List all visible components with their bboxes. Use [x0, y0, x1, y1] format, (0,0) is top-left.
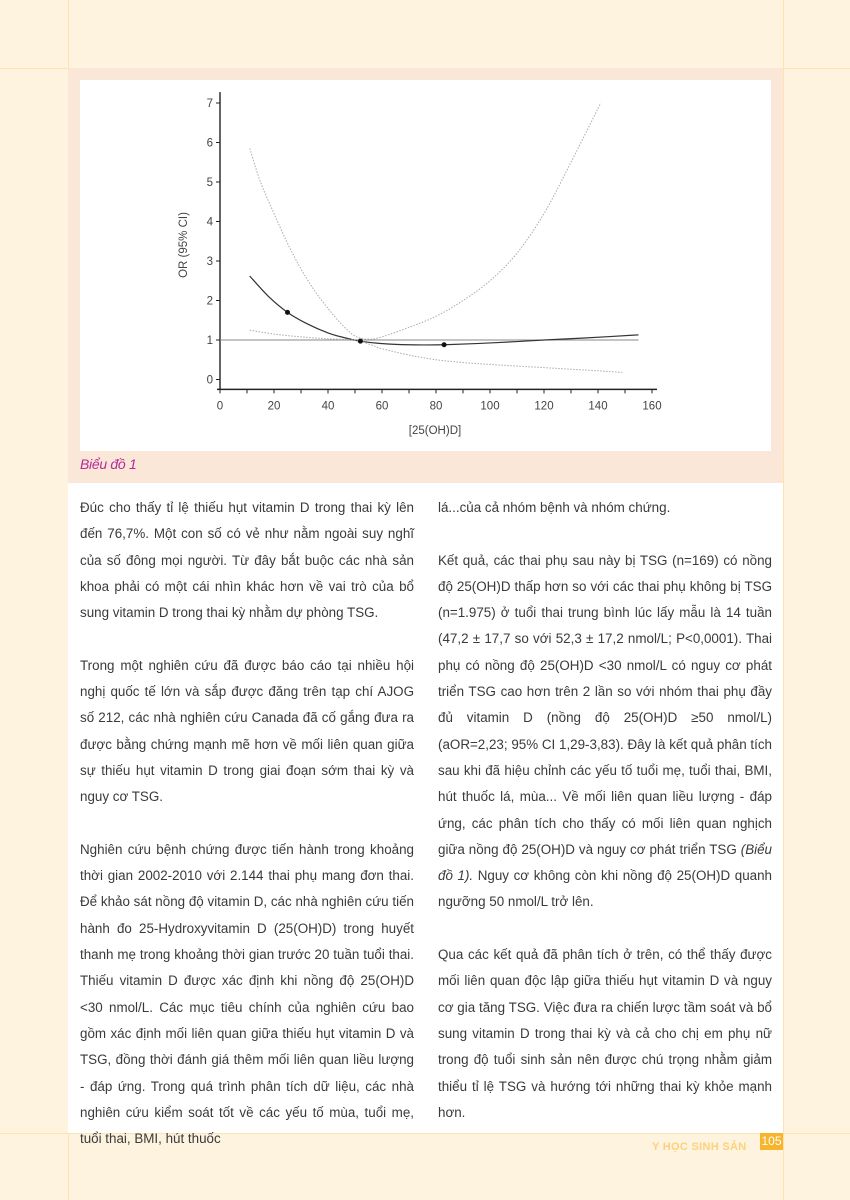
ci-lower-curve [250, 330, 623, 372]
x-tick-label: 40 [321, 400, 335, 413]
paragraph: Trong một nghiên cứu đã được báo cáo tại nhiều hội nghị quốc tế lớn và sắp được đăng trên tạp chí AJOG số 212, các nhà nghiên cứu Canada đã cố gắng đưa ra được bằng chứng mạnh mẽ hơn về mối liên quan giữa sự thiếu hụt vitamin D trong giai đoạn sớm thai kỳ và nguy cơ TSG. [80, 657, 414, 805]
x-tick-label: 0 [216, 400, 224, 413]
or-curve [250, 276, 639, 345]
y-tick-label: 4 [206, 216, 213, 229]
plot-area [80, 80, 771, 451]
x-tick-label: 100 [480, 400, 500, 413]
left-column [80, 495, 414, 1179]
figure-caption: Biểu đồ 1 [80, 456, 137, 472]
paragraph: lá...của cả nhóm bệnh và nhóm chứng. [438, 500, 671, 515]
journal-name: Y HỌC SINH SẢN [652, 1141, 747, 1153]
paragraph-text: Nguy cơ không còn khi nồng độ 25(OH)D quanh ngưỡng 50 nmol/L trở lên. [438, 868, 772, 910]
y-tick-label: 1 [206, 335, 213, 347]
x-tick-label: 20 [267, 400, 281, 413]
paragraph-text: Kết quả, các thai phụ sau này bị TSG (n=169) có nồng độ 25(OH)D thấp hơn so với các thai phụ không bị TSG (n=1.975) ở tuổi thai trung bình lúc lấy mẫu là 14 tuần (47,2 ± 17,7 so với 52,3 ± 17,2 nmol/L; P<0,0001). Thai phụ có nồng độ 25(OH)D <30 nmol/L có nguy cơ phát triển TSG cao hơn trên 2 lần so với nhóm thai phụ đầy đủ vitamin D (nồng độ 25(OH)D ≥50 nmol/L) (aOR=2,23; 95% CI 1,29-3,83). Đây là kết quả phân tích sau khi đã hiệu chỉnh các yếu tố tuổi mẹ, tuổi thai, BMI, hút thuốc lá, mùa... Về mối liên quan liều lượng - đáp ứng, các phân tích cho thấy có mối liên quan nghịch giữa nồng độ 25(OH)D và nguy cơ phát triển TSG [438, 552, 772, 857]
y-tick-label: 7 [206, 98, 213, 110]
y-tick-label: 0 [206, 374, 213, 387]
margin-guide-right [783, 0, 784, 1200]
y-tick-label: 2 [206, 295, 213, 308]
data-point [285, 310, 290, 315]
y-tick-label: 6 [206, 137, 213, 150]
x-tick-label: 60 [375, 400, 389, 413]
x-axis-label: [25(OH)D] [408, 425, 462, 437]
x-tick-label: 120 [534, 400, 554, 413]
paragraph: Qua các kết quả đã phân tích ở trên, có thể thấy được mối liên quan độc lập giữa thiếu hụt vitamin D và nguy cơ gia tăng TSG. Việc đưa ra chiến lược tầm soát và bổ sung vitamin D trong thai kỳ và cả cho chị em phụ nữ trong độ tuổi sinh sản nên được chú trọng nhằm giảm thiểu tỉ lệ TSG và hướng tới những thai kỳ khỏe mạnh hơn. [438, 947, 772, 1120]
paragraph: Đúc cho thấy tỉ lệ thiếu hụt vitamin D trong thai kỳ lên đến 76,7%. Một con số có vẻ như nằm ngoài suy nghĩ của số đông mọi người. Từ đây bắt buộc các nhà sản khoa phải có một cái nhìn khác hơn về vai trò của bổ sung vitamin D trong thai kỳ nhằm dự phòng TSG. [80, 500, 414, 621]
x-tick-label: 80 [429, 400, 443, 413]
paragraph: Nghiên cứu bệnh chứng được tiến hành trong khoảng thời gian 2002-2010 với 2.144 thai phụ mang đơn thai. Để khảo sát nồng độ vitamin D, các nhà nghiên cứu tiến hành đo 25-Hydroxyvitamin D (25(OH)D) trong huyết thanh mẹ trong khoảng thời gian trước 20 tuần tuổi thai. Thiếu vitamin D được xác định khi nồng độ 25(OH)D <30 nmol/L. Các mục tiêu chính của nghiên cứu bao gồm xác định mối liên quan giữa thiếu hụt vitamin D và TSG, đồng thời đánh giá thêm mối liên quan liều lượng - đáp ứng. Trong quá trình phân tích dữ liệu, các nhà nghiên cứu kiểm soát tốt về các yếu tố mùa, tuổi mẹ, tuổi thai, BMI, hút thuốc [80, 841, 414, 1147]
or-dose-response-chart [80, 80, 771, 451]
right-column [438, 495, 772, 1152]
x-tick-label: 140 [588, 400, 608, 413]
ci-upper-curve [250, 103, 601, 339]
page-number: 105 [761, 1134, 782, 1148]
y-tick-label: 5 [206, 177, 213, 189]
x-tick-label: 160 [642, 400, 662, 413]
y-tick-label: 3 [206, 256, 213, 268]
data-point [442, 342, 447, 347]
figure-reference: (Biểu đồ 1). [438, 841, 772, 884]
data-point [358, 339, 363, 344]
y-axis-label: OR (95% CI) [178, 212, 190, 278]
paragraph [438, 548, 772, 916]
